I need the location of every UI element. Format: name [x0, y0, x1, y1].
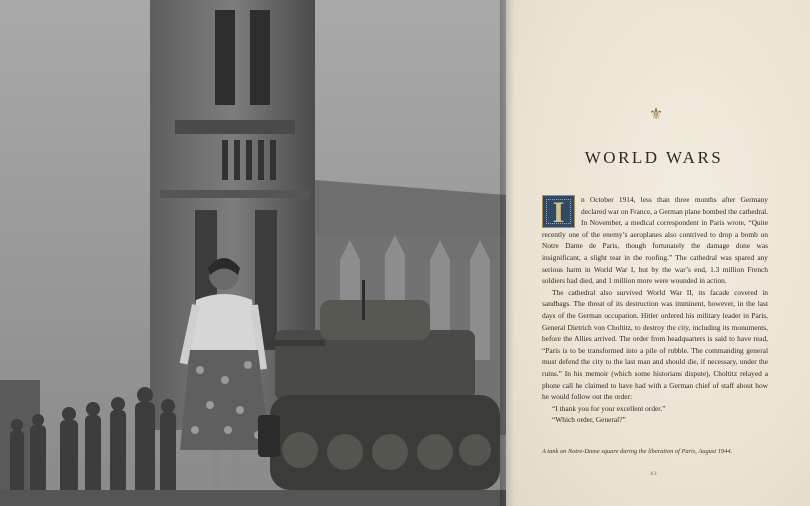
paragraph-2: The cathedral also survived World War II, its facade covered in sandbags. The threat of its destruction was imminent, however, in the last days of the German occupation. Hitler ordered his military leader in Paris, General Dietrich von Choltitz, to destroy the city, including its monuments, before the Allies arrived. The order from headquarters is said to have read, “Paris is to be transformed into a pile of rubble. The commanding general must defend the city to the last man and should die, if necessary, under the ruins.” In his memoir (which some historians dispute), Choltitz relayed a phone call he claimed to have had with a German chief of staff about how he would follow out the order: — [542, 287, 768, 402]
body-text — [542, 194, 768, 426]
dropcap-letter: I — [552, 196, 565, 229]
photo-caption: A tank on Notre-Dame square during the liberation of Paris, August 1944. — [542, 448, 733, 455]
quote-1: “I thank you for your excellent order.” — [552, 403, 666, 413]
quote-2: “Which order, General?” — [552, 415, 626, 425]
dropcap — [542, 195, 575, 228]
fleur-de-lis-icon: ⚜ — [648, 106, 664, 123]
paragraph-1 — [542, 194, 768, 287]
chapter-title: WORLD WARS — [584, 148, 724, 167]
text-page — [506, 0, 810, 506]
paragraph-1-text: n October 1914, less than three months after Germany declared war on France, a German plane bombed the cathedral. In November, a medical correspondent in Paris wrote, “Quite recently one of the enemy’s aeroplanes also contrived to drop a bomb on Notre Dame de Paris, though fortunately the damage done was insignificant, a slight tear in the roofing.” The cathedral was spared any serious harm in World War I, but by the war’s end, 1.3 million French soldiers had died, and 1 million more were wounded in action. — [542, 195, 768, 286]
page-number: 83 — [650, 472, 658, 477]
